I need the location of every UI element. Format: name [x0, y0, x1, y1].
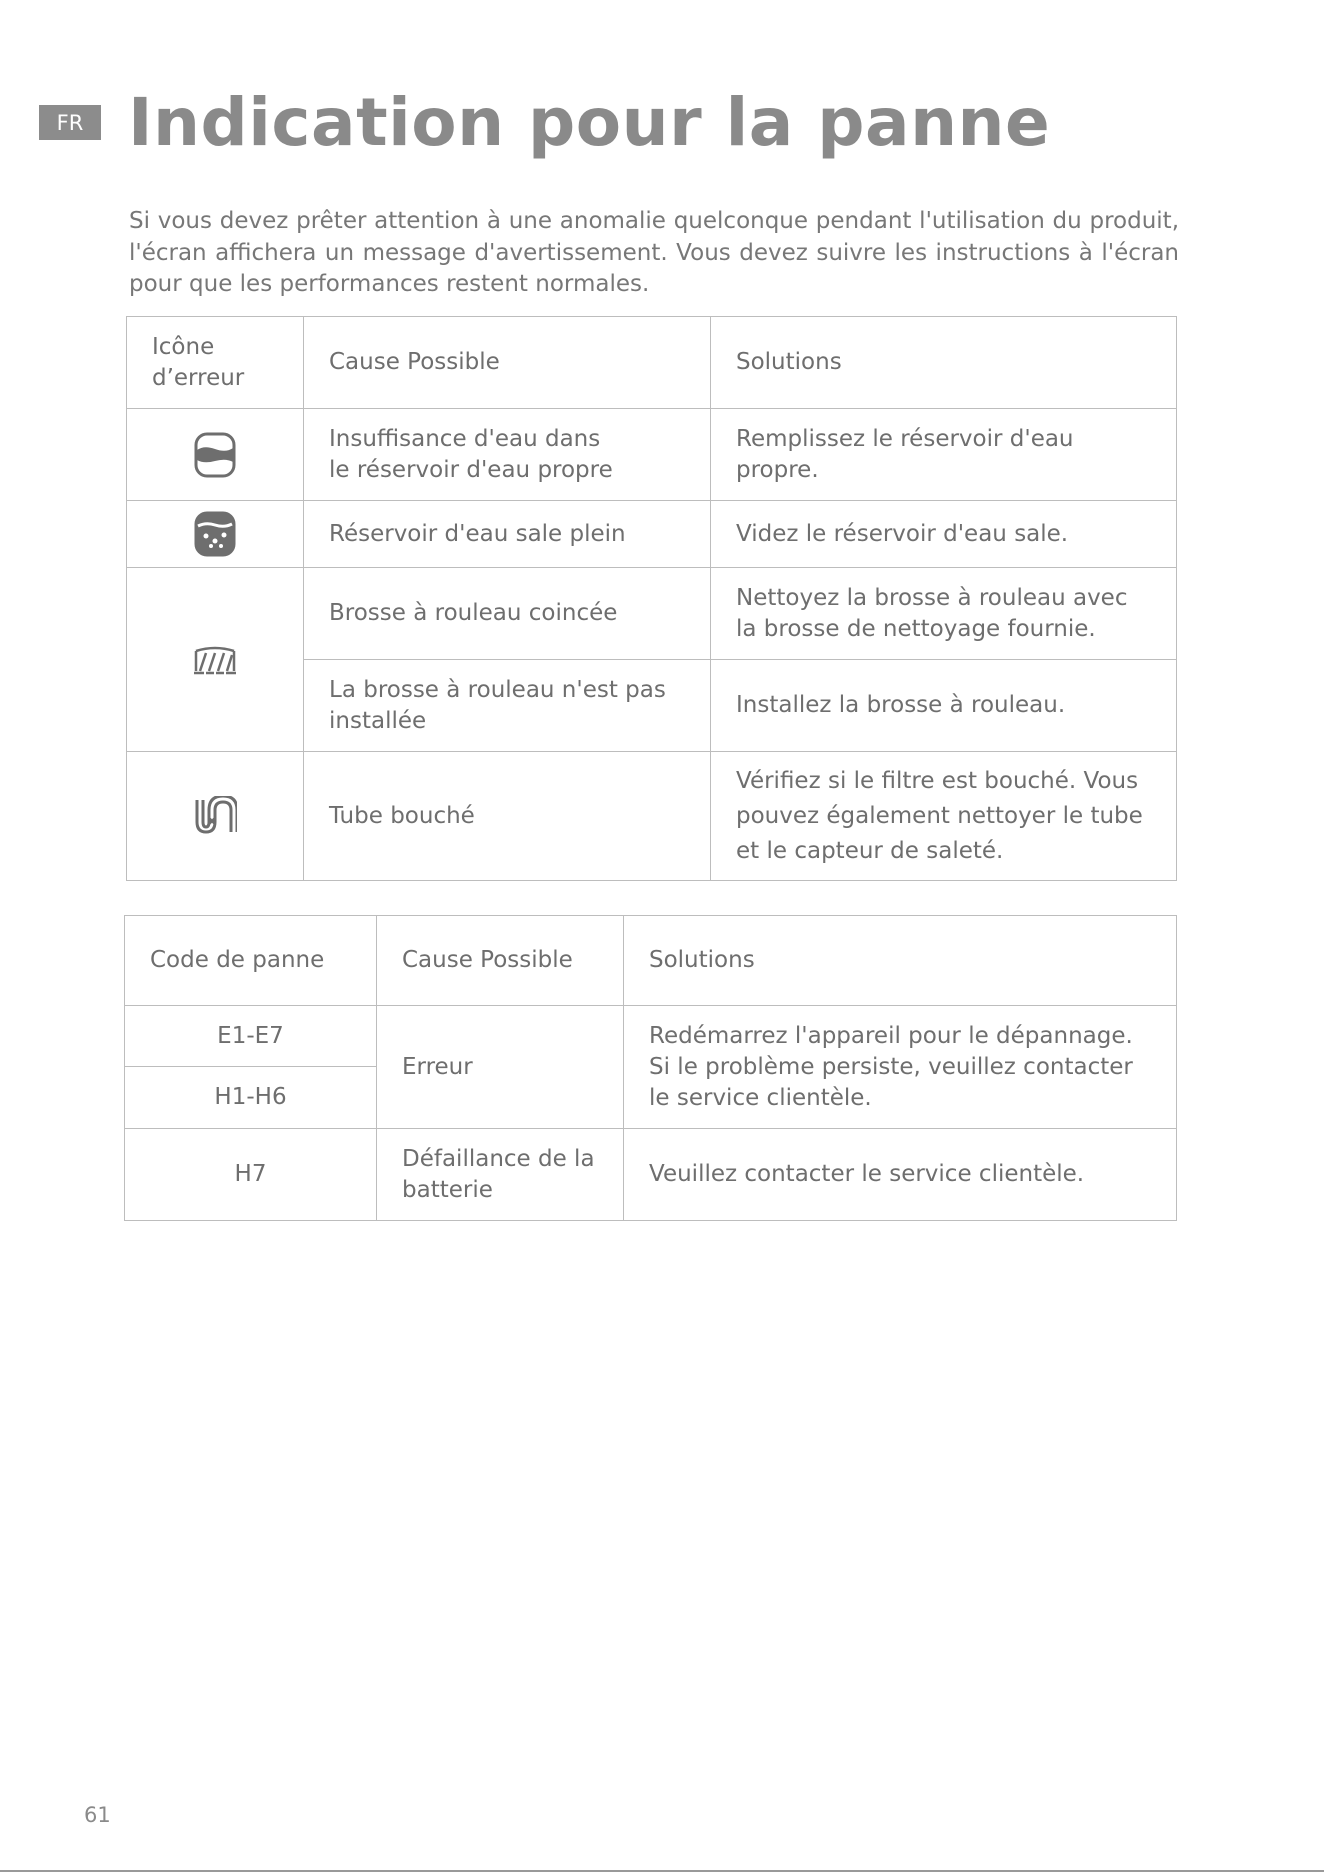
tube-blocked-icon — [193, 796, 237, 836]
table-row — [125, 1129, 1177, 1221]
solution-text-line: Si le problème persiste, veuillez contacter — [649, 1053, 1133, 1080]
intro-paragraph: Si vous devez prêter attention à une anomalie quelconque pendant l'utilisation du produit, l'écran affichera un message d'avertissement. Vous devez suivre les instructions à l'écran pour que les performances restent normales. — [129, 208, 1179, 297]
solution-cell — [711, 568, 1177, 660]
solution-cell — [711, 752, 1177, 881]
solution-cell — [711, 409, 1177, 501]
header-icon-line2: d’erreur — [152, 365, 245, 391]
header-cause: Cause Possible — [377, 916, 624, 1006]
table-row — [127, 752, 1177, 881]
solution-cell: Installez la brosse à rouleau. — [711, 660, 1177, 752]
table-header-row — [125, 916, 1177, 1006]
solution-text-line: Nettoyez la brosse à rouleau avec — [736, 584, 1128, 611]
cause-text-line: Insuffisance d'eau dans — [329, 425, 601, 452]
page-number: 61 — [84, 1803, 111, 1827]
cause-text-line: Défaillance de la — [402, 1145, 595, 1172]
solution-text-line: et le capteur de saleté. — [736, 837, 1004, 864]
solution-text-line: pouvez également nettoyer le tube — [736, 802, 1143, 829]
table-row — [127, 568, 1177, 660]
cause-text-line: La brosse à rouleau n'est pas — [329, 676, 666, 703]
solution-text-line: Redémarrez l'appareil pour le dépannage. — [649, 1022, 1133, 1049]
cause-cell: Réservoir d'eau sale plein — [304, 501, 711, 568]
solution-text-line: le service clientèle. — [649, 1084, 872, 1111]
table-row — [127, 501, 1177, 568]
icon-cell — [127, 752, 304, 881]
header-cause: Cause Possible — [304, 317, 711, 409]
cause-cell — [377, 1129, 624, 1221]
header-code: Code de panne — [125, 916, 377, 1006]
cause-text-line: batterie — [402, 1176, 493, 1203]
header-icon-line1: Icône — [152, 334, 215, 360]
icon-cell — [127, 501, 304, 568]
solution-text-line: la brosse de nettoyage fournie. — [736, 615, 1096, 642]
code-cell: E1-E7 — [125, 1006, 377, 1067]
cause-text-line: installée — [329, 707, 427, 734]
cause-cell: Tube bouché — [304, 752, 711, 881]
icon-cell — [127, 409, 304, 501]
solution-text-line: Remplissez le réservoir d'eau — [736, 425, 1074, 452]
solution-cell: Videz le réservoir d'eau sale. — [711, 501, 1177, 568]
header-icon — [127, 317, 304, 409]
clean-water-tank-low-icon — [194, 432, 236, 478]
header-solutions: Solutions — [624, 916, 1177, 1006]
table-row — [127, 409, 1177, 501]
cause-cell: Erreur — [377, 1006, 624, 1129]
solution-text-line: propre. — [736, 456, 819, 483]
code-cell: H7 — [125, 1129, 377, 1221]
cause-cell — [304, 409, 711, 501]
solution-text-line: Vérifiez si le filtre est bouché. Vous — [736, 767, 1139, 794]
solution-cell: Veuillez contacter le service clientèle. — [624, 1129, 1177, 1221]
error-icon-table — [126, 316, 1177, 881]
cause-cell — [304, 660, 711, 752]
header-solutions: Solutions — [711, 317, 1177, 409]
table-row — [125, 1006, 1177, 1067]
table-header-row — [127, 317, 1177, 409]
page-title: Indication pour la panne — [128, 84, 1051, 161]
cause-cell: Brosse à rouleau coincée — [304, 568, 711, 660]
dirty-water-tank-full-icon — [194, 511, 236, 557]
error-code-table — [124, 915, 1177, 1221]
cause-text-line: le réservoir d'eau propre — [329, 456, 613, 483]
roller-brush-icon — [192, 643, 238, 677]
code-cell: H1-H6 — [125, 1067, 377, 1129]
solution-cell — [624, 1006, 1177, 1129]
language-badge: FR — [39, 105, 101, 140]
icon-cell — [127, 568, 304, 752]
